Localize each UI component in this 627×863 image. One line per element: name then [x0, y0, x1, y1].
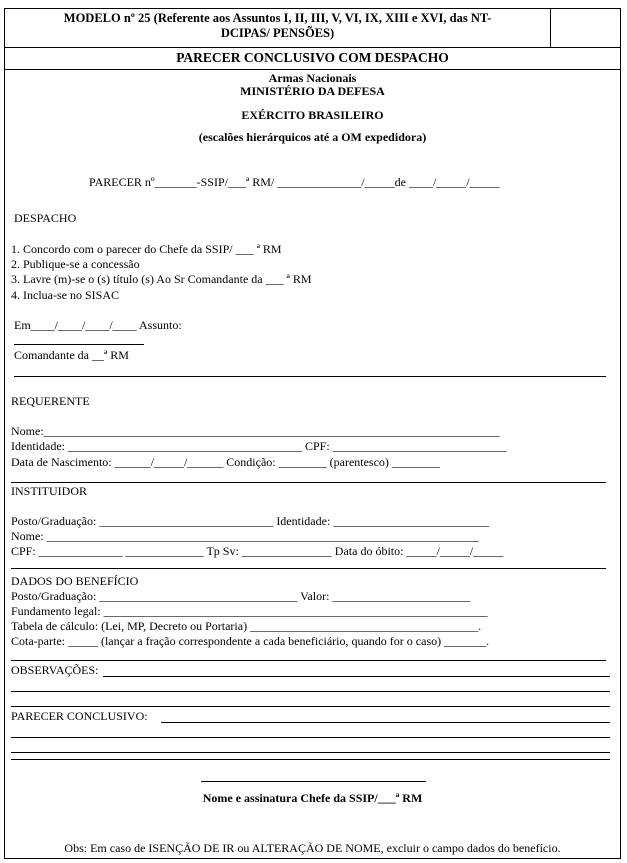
instituidor-nome: Nome: ________________________________________________________________________ — [11, 529, 479, 543]
form-frame — [4, 8, 621, 859]
parecer-conclusivo-label: PARECER CONCLUSIVO: — [11, 709, 148, 723]
section-divider — [14, 376, 606, 377]
section-divider — [11, 568, 606, 569]
observacoes-line — [11, 706, 610, 707]
parecer-number-line: PARECER nº_______-SSIP/___ª RM/ ______________/_____de ____/_____/_____ — [89, 175, 500, 189]
org-line-ministerio: MINISTÉRIO DA DEFESA — [240, 84, 385, 98]
chief-signature-line — [201, 781, 426, 782]
despacho-item: 1. Concordo com o parecer do Chefe da SSIP/ ___ ª RM — [11, 242, 282, 256]
beneficio-heading: DADOS DO BENEFÍCIO — [11, 574, 139, 588]
observacoes-line — [103, 676, 610, 677]
despacho-heading: DESPACHO — [14, 211, 77, 225]
despacho-item: 3. Lavre (m)-se o (s) título (s) Ao Sr Comandante da ___ ª RM — [11, 272, 312, 286]
despacho-item: 2. Publique-se a concessão — [11, 257, 140, 271]
org-line-exercito: EXÉRCITO BRASILEIRO — [241, 108, 384, 122]
parecer-line — [161, 722, 610, 723]
model-title-line2: DCIPAS/ PENSÕES) — [220, 26, 335, 40]
instituidor-heading: INSTITUIDOR — [11, 484, 87, 498]
parecer-line — [11, 759, 610, 760]
despacho-date-line: Em____/____/____/____ Assunto: — [14, 318, 182, 332]
org-line-escaloes: (escalões hierárquicos até a OM expedidora) — [198, 130, 427, 144]
observacoes-label: OBSERVAÇÕES: — [11, 663, 99, 677]
despacho-item: 4. Inclua-se no SISAC — [11, 288, 119, 302]
model-title — [5, 11, 550, 41]
commander-label: Comandante da __ª RM — [14, 348, 129, 362]
requerente-nome: Nome:____________________________________________________________________________ — [11, 424, 500, 438]
section-divider — [11, 660, 606, 661]
section-divider — [11, 482, 606, 483]
chief-signature-label: Nome e assinatura Chefe da SSIP/___ª RM — [202, 791, 423, 805]
instituidor-cpf: CPF: ______________ _____________ Tp Sv: _______________ Data do óbito: _____/_____/_____ — [11, 544, 504, 558]
model-header — [5, 9, 620, 48]
form-title: PARECER CONCLUSIVO COM DESPACHO — [5, 47, 620, 70]
requerente-heading: REQUERENTE — [11, 394, 90, 408]
parecer-line — [11, 752, 610, 753]
header-divider — [550, 9, 551, 47]
org-line-armas: Armas Nacionais — [268, 71, 357, 85]
requerente-identidade: Identidade: _______________________________________ CPF: _____________________________ — [11, 439, 507, 453]
requerente-nascimento: Data de Nascimento: ______/_____/______ Condição: ________ (parentesco) ________ — [11, 455, 440, 469]
instituidor-posto: Posto/Graduação: _____________________________ Identidade: __________________________ — [11, 514, 490, 528]
beneficio-fundamento: Fundamento legal: ________________________________________________________________ — [11, 604, 488, 618]
footer-note: Obs: Em caso de ISENÇÃO DE IR ou ALTERAÇÃO DE NOME, excluir o campo dados do benefício. — [64, 841, 561, 855]
model-title-line1: MODELO nº 25 (Referente aos Assuntos I, II, III, V, VI, IX, XIII e XVI, das NT- — [63, 11, 492, 25]
commander-signature-line — [14, 344, 144, 345]
beneficio-tabela: Tabela de cálculo: (Lei, MP, Decreto ou Portaria) ______________________________________. — [11, 619, 482, 633]
beneficio-posto: Posto/Graduação: _________________________________ Valor: _______________________ — [11, 589, 471, 603]
parecer-line — [11, 737, 610, 738]
observacoes-line — [11, 691, 610, 692]
beneficio-cota: Cota-parte: _____ (lançar a fração correspondente a cada beneficiário, quando for o caso) _______. — [11, 634, 490, 648]
